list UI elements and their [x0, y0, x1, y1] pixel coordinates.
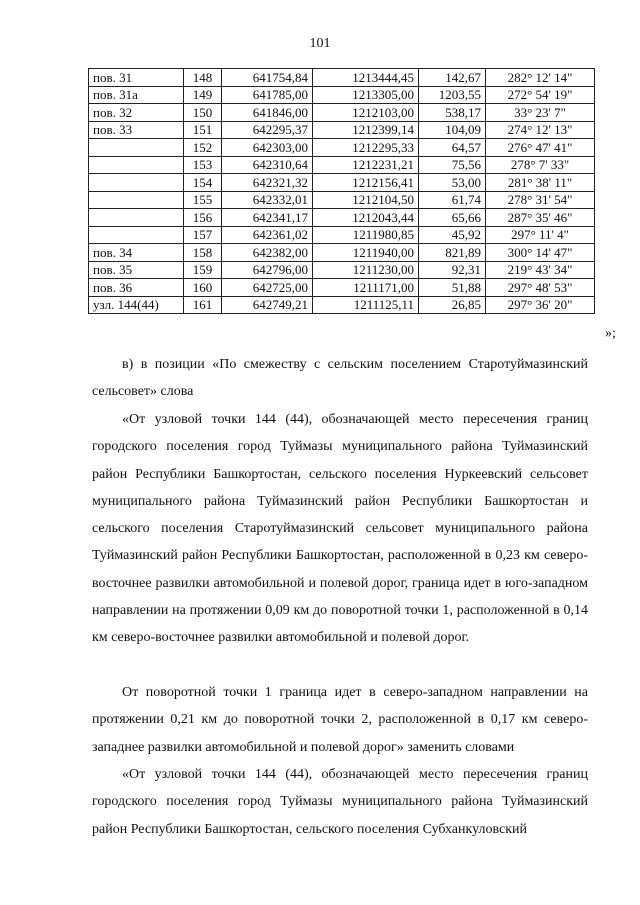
point-cell — [89, 156, 184, 174]
point-cell: пов. 34 — [89, 244, 184, 262]
x-coordinate-cell: 642303,00 — [222, 139, 313, 157]
table-row — [89, 296, 595, 314]
paragraph-item-v: в) в позиции «По смежеству с сельским поселением Старотуймазинский сельсовет» слова — [92, 357, 588, 400]
azimuth-cell: 282° 12' 14" — [486, 69, 595, 87]
number-cell: 153 — [184, 156, 222, 174]
table-row — [89, 191, 595, 209]
distance-cell: 104,09 — [419, 121, 486, 139]
azimuth-cell: 219° 43' 34" — [486, 261, 595, 279]
table-row — [89, 261, 595, 279]
azimuth-cell: 278° 7' 33" — [486, 156, 595, 174]
number-cell: 156 — [184, 209, 222, 227]
number-cell: 151 — [184, 121, 222, 139]
distance-cell: 45,92 — [419, 226, 486, 244]
azimuth-cell: 287° 35' 46" — [486, 209, 595, 227]
x-coordinate-cell: 641785,00 — [222, 86, 313, 104]
x-coordinate-cell: 642796,00 — [222, 261, 313, 279]
x-coordinate-cell: 642295,37 — [222, 121, 313, 139]
point-cell: пов. 31 — [89, 69, 184, 87]
distance-cell: 51,88 — [419, 279, 486, 297]
distance-cell: 26,85 — [419, 296, 486, 314]
x-coordinate-cell: 642321,32 — [222, 174, 313, 192]
y-coordinate-cell: 1212043,44 — [313, 209, 419, 227]
azimuth-cell: 272° 54' 19" — [486, 86, 595, 104]
y-coordinate-cell: 1212231,21 — [313, 156, 419, 174]
distance-cell: 53,00 — [419, 174, 486, 192]
table-row — [89, 226, 595, 244]
distance-cell: 821,89 — [419, 244, 486, 262]
azimuth-cell: 33° 23' 7" — [486, 104, 595, 122]
x-coordinate-cell: 641754,84 — [222, 69, 313, 87]
number-cell: 150 — [184, 104, 222, 122]
number-cell: 160 — [184, 279, 222, 297]
table-row — [89, 174, 595, 192]
azimuth-cell: 297° 48' 53" — [486, 279, 595, 297]
distance-cell: 1203,55 — [419, 86, 486, 104]
y-coordinate-cell: 1212295,33 — [313, 139, 419, 157]
azimuth-cell: 297° 36' 20" — [486, 296, 595, 314]
number-cell: 149 — [184, 86, 222, 104]
table-row — [89, 86, 595, 104]
number-cell: 152 — [184, 139, 222, 157]
x-coordinate-cell: 642361,02 — [222, 226, 313, 244]
table-row — [89, 209, 595, 227]
azimuth-cell: 274° 12' 13" — [486, 121, 595, 139]
distance-cell: 64,57 — [419, 139, 486, 157]
point-cell: пов. 32 — [89, 104, 184, 122]
number-cell: 155 — [184, 191, 222, 209]
table-row — [89, 279, 595, 297]
table-row — [89, 156, 595, 174]
azimuth-cell: 281° 38' 11" — [486, 174, 595, 192]
number-cell: 158 — [184, 244, 222, 262]
point-cell — [89, 191, 184, 209]
x-coordinate-cell: 642341,17 — [222, 209, 313, 227]
distance-cell: 538,17 — [419, 104, 486, 122]
table-closing-quote: »; — [605, 326, 616, 341]
y-coordinate-cell: 1213444,45 — [313, 69, 419, 87]
distance-cell: 61,74 — [419, 191, 486, 209]
y-coordinate-cell: 1211980,85 — [313, 226, 419, 244]
x-coordinate-cell: 642382,00 — [222, 244, 313, 262]
table-row — [89, 244, 595, 262]
number-cell: 154 — [184, 174, 222, 192]
distance-cell: 65,66 — [419, 209, 486, 227]
coordinates-table — [88, 68, 595, 314]
table-row — [89, 121, 595, 139]
point-cell — [89, 226, 184, 244]
azimuth-cell: 300° 14' 47" — [486, 244, 595, 262]
number-cell: 159 — [184, 261, 222, 279]
coordinates-table-body — [89, 69, 595, 314]
y-coordinate-cell: 1212103,00 — [313, 104, 419, 122]
point-cell: пов. 33 — [89, 121, 184, 139]
number-cell: 157 — [184, 226, 222, 244]
x-coordinate-cell: 642749,21 — [222, 296, 313, 314]
point-cell: пов. 35 — [89, 261, 184, 279]
distance-cell: 142,67 — [419, 69, 486, 87]
point-cell — [89, 139, 184, 157]
distance-cell: 75,56 — [419, 156, 486, 174]
azimuth-cell: 278° 31' 54" — [486, 191, 595, 209]
point-cell — [89, 209, 184, 227]
table-row — [89, 139, 595, 157]
y-coordinate-cell: 1212156,41 — [313, 174, 419, 192]
paragraph-quote-new: «От узловой точки 144 (44), обозначающей место пересечения границ городского поселения город Туймазы муниципального района Туймазинский район Республики Башкортостан, сельского поселения Субханкуловский — [92, 767, 588, 837]
x-coordinate-cell: 642310,64 — [222, 156, 313, 174]
azimuth-cell: 297° 11' 4" — [486, 226, 595, 244]
paragraph-quote-old-1: «От узловой точки 144 (44), обозначающей место пересечения границ городского поселения город Туймазы муниципального района Туймазинский район Республики Башкортостан, сельского поселения Нуркеевский сельсовет муниципального района Туймазинский район Республики Башкортостан и сельского поселения Старотуймазинский сельсовет муниципального района Туймазинский район Республики Башкортостан, расположенной в 0,23 км северо-восточнее развилки автомобильной и полевой дорог, граница идет в юго-западном направлении на протяжении 0,09 км до поворотной точки 1, расположенной в 0,14 км северо-восточнее развилки автомобильной и полевой дорог. — [92, 412, 588, 646]
azimuth-cell: 276° 47' 41" — [486, 139, 595, 157]
point-cell: пов. 36 — [89, 279, 184, 297]
table-row — [89, 104, 595, 122]
point-cell: узл. 144(44) — [89, 296, 184, 314]
y-coordinate-cell: 1212399,14 — [313, 121, 419, 139]
point-cell: пов. 31а — [89, 86, 184, 104]
y-coordinate-cell: 1212104,50 — [313, 191, 419, 209]
y-coordinate-cell: 1211940,00 — [313, 244, 419, 262]
y-coordinate-cell: 1211230,00 — [313, 261, 419, 279]
x-coordinate-cell: 642725,00 — [222, 279, 313, 297]
point-cell — [89, 174, 184, 192]
paragraph-quote-old-2: От поворотной точки 1 граница идет в северо-западном направлении на протяжении 0,21 км до поворотной точки 2, расположенной в 0,17 км северо-западнее развилки автомобильной и полевой дорог» заменить словами — [92, 685, 588, 755]
page-number: 101 — [309, 36, 331, 51]
distance-cell: 92,31 — [419, 261, 486, 279]
x-coordinate-cell: 642332,01 — [222, 191, 313, 209]
number-cell: 148 — [184, 69, 222, 87]
number-cell: 161 — [184, 296, 222, 314]
y-coordinate-cell: 1211171,00 — [313, 279, 419, 297]
x-coordinate-cell: 641846,00 — [222, 104, 313, 122]
y-coordinate-cell: 1211125,11 — [313, 296, 419, 314]
y-coordinate-cell: 1213305,00 — [313, 86, 419, 104]
table-row — [89, 69, 595, 87]
